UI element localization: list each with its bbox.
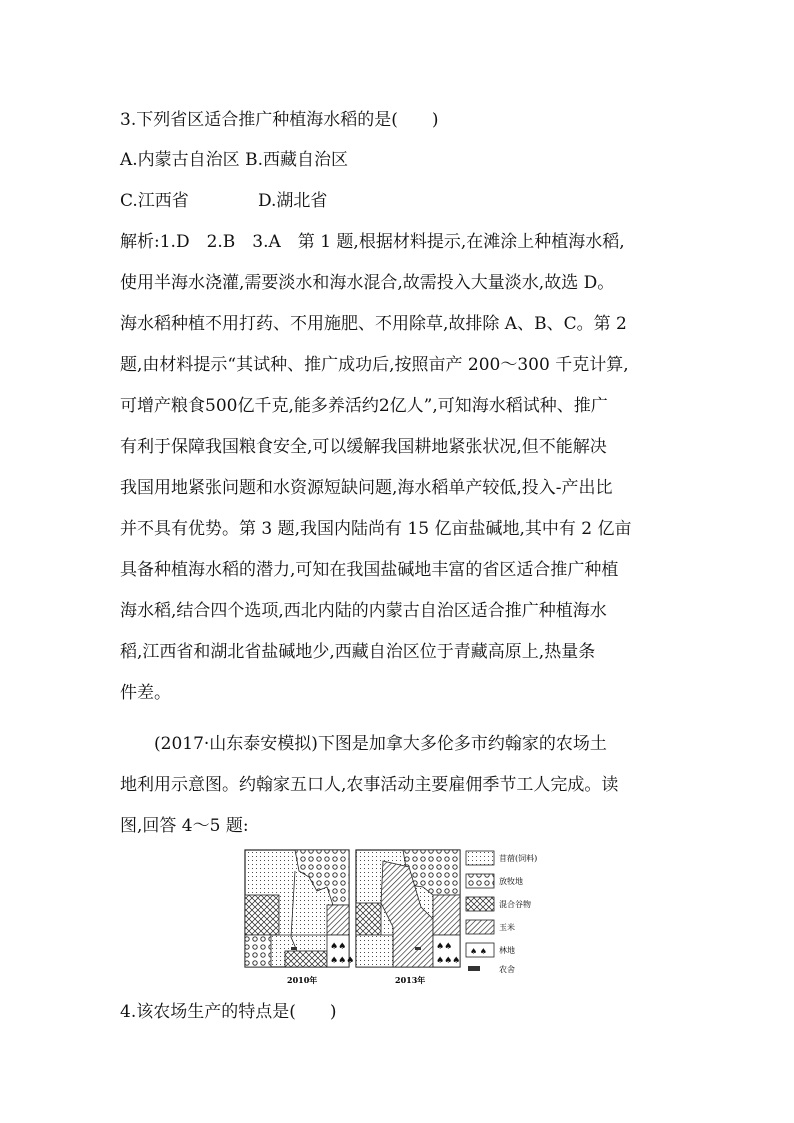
legend-swatch-alfalfa xyxy=(466,851,494,865)
analysis-line: 有利于保障我国粮食安全,可以缓解我国耕地紧张状况,但不能解决 xyxy=(120,437,607,457)
legend xyxy=(466,851,537,974)
legend-label: 混合谷物 xyxy=(499,900,531,909)
question-3-option-d: D.湖北省 xyxy=(258,191,328,211)
legend-label: 农舍 xyxy=(499,965,515,974)
material-line: (2017·山东泰安模拟)下图是加拿大多伦多市约翰家的农场土 xyxy=(154,734,607,754)
analysis-line: 具备种植海水稻的潜力,可知在我国盐碱地丰富的省区适合推广种植 xyxy=(120,560,619,580)
legend-swatch-farmhouse xyxy=(468,966,480,971)
svg-text:♠♠♠: ♠♠♠ xyxy=(436,956,461,966)
analysis-line: 并不具有优势。第 3 题,我国内陆尚有 15 亿亩盐碱地,其中有 2 亿亩 xyxy=(120,519,632,539)
svg-text:♠♠: ♠♠ xyxy=(330,942,347,952)
analysis-line: 我国用地紧张问题和水资源短缺问题,海水稻单产较低,投入-产出比 xyxy=(120,478,613,498)
legend-label: 放牧地 xyxy=(499,877,523,886)
question-3-option-c: C.江西省 xyxy=(120,191,189,211)
map-2013 xyxy=(356,850,460,967)
map-2010 xyxy=(245,850,354,967)
tree-icon: ♠ ♠ xyxy=(470,947,487,956)
legend-label: 玉米 xyxy=(499,923,515,932)
analysis-line: 稻,江西省和湖北省盐碱地少,西藏自治区位于青藏高原上,热量条 xyxy=(120,642,596,662)
svg-text:♠♠♠: ♠♠♠ xyxy=(330,956,355,966)
question-4-stem: 4.该农场生产的特点是( ) xyxy=(120,1002,337,1022)
analysis-line: 海水稻种植不用打药、不用施肥、不用除草,故排除 A、B、C。第 2 xyxy=(120,314,627,334)
svg-text:♠♠: ♠♠ xyxy=(436,942,453,952)
legend-label: 苜蓿(饲料) xyxy=(499,854,538,863)
map-2010-caption: 2010年 xyxy=(287,975,318,985)
legend-label: 林地 xyxy=(499,946,515,955)
question-3-stem: 3.下列省区适合推广种植海水稻的是( ) xyxy=(120,110,439,130)
land-use-figure xyxy=(243,847,555,987)
material-line: 图,回答 4～5 题: xyxy=(120,816,249,836)
map-2013-caption: 2013年 xyxy=(395,975,426,985)
legend-swatch-pasture xyxy=(466,874,494,888)
analysis-line: 使用半海水浇灌,需要淡水和海水混合,故需投入大量淡水,故选 D。 xyxy=(120,273,615,293)
analysis-line: 解析:1.D 2.B 3.A 第 1 题,根据材料提示,在滩涂上种植海水稻, xyxy=(120,232,625,252)
legend-swatch-corn xyxy=(466,920,494,934)
analysis-line: 题,由材料提示“其试种、推广成功后,按照亩产 200～300 千克计算, xyxy=(120,355,629,375)
analysis-line: 件差。 xyxy=(120,683,171,703)
analysis-line: 可增产粮食500亿千克,能多养活约2亿人”,可知海水稻试种、推广 xyxy=(120,396,608,416)
material-line: 地利用示意图。约翰家五口人,农事活动主要雇佣季节工人完成。读 xyxy=(120,775,619,795)
legend-swatch-grain xyxy=(466,897,494,911)
question-3-options-ab: A.内蒙古自治区 B.西藏自治区 xyxy=(120,150,348,170)
analysis-line: 海水稻,结合四个选项,西北内陆的内蒙古自治区适合推广种植海水 xyxy=(120,601,607,621)
